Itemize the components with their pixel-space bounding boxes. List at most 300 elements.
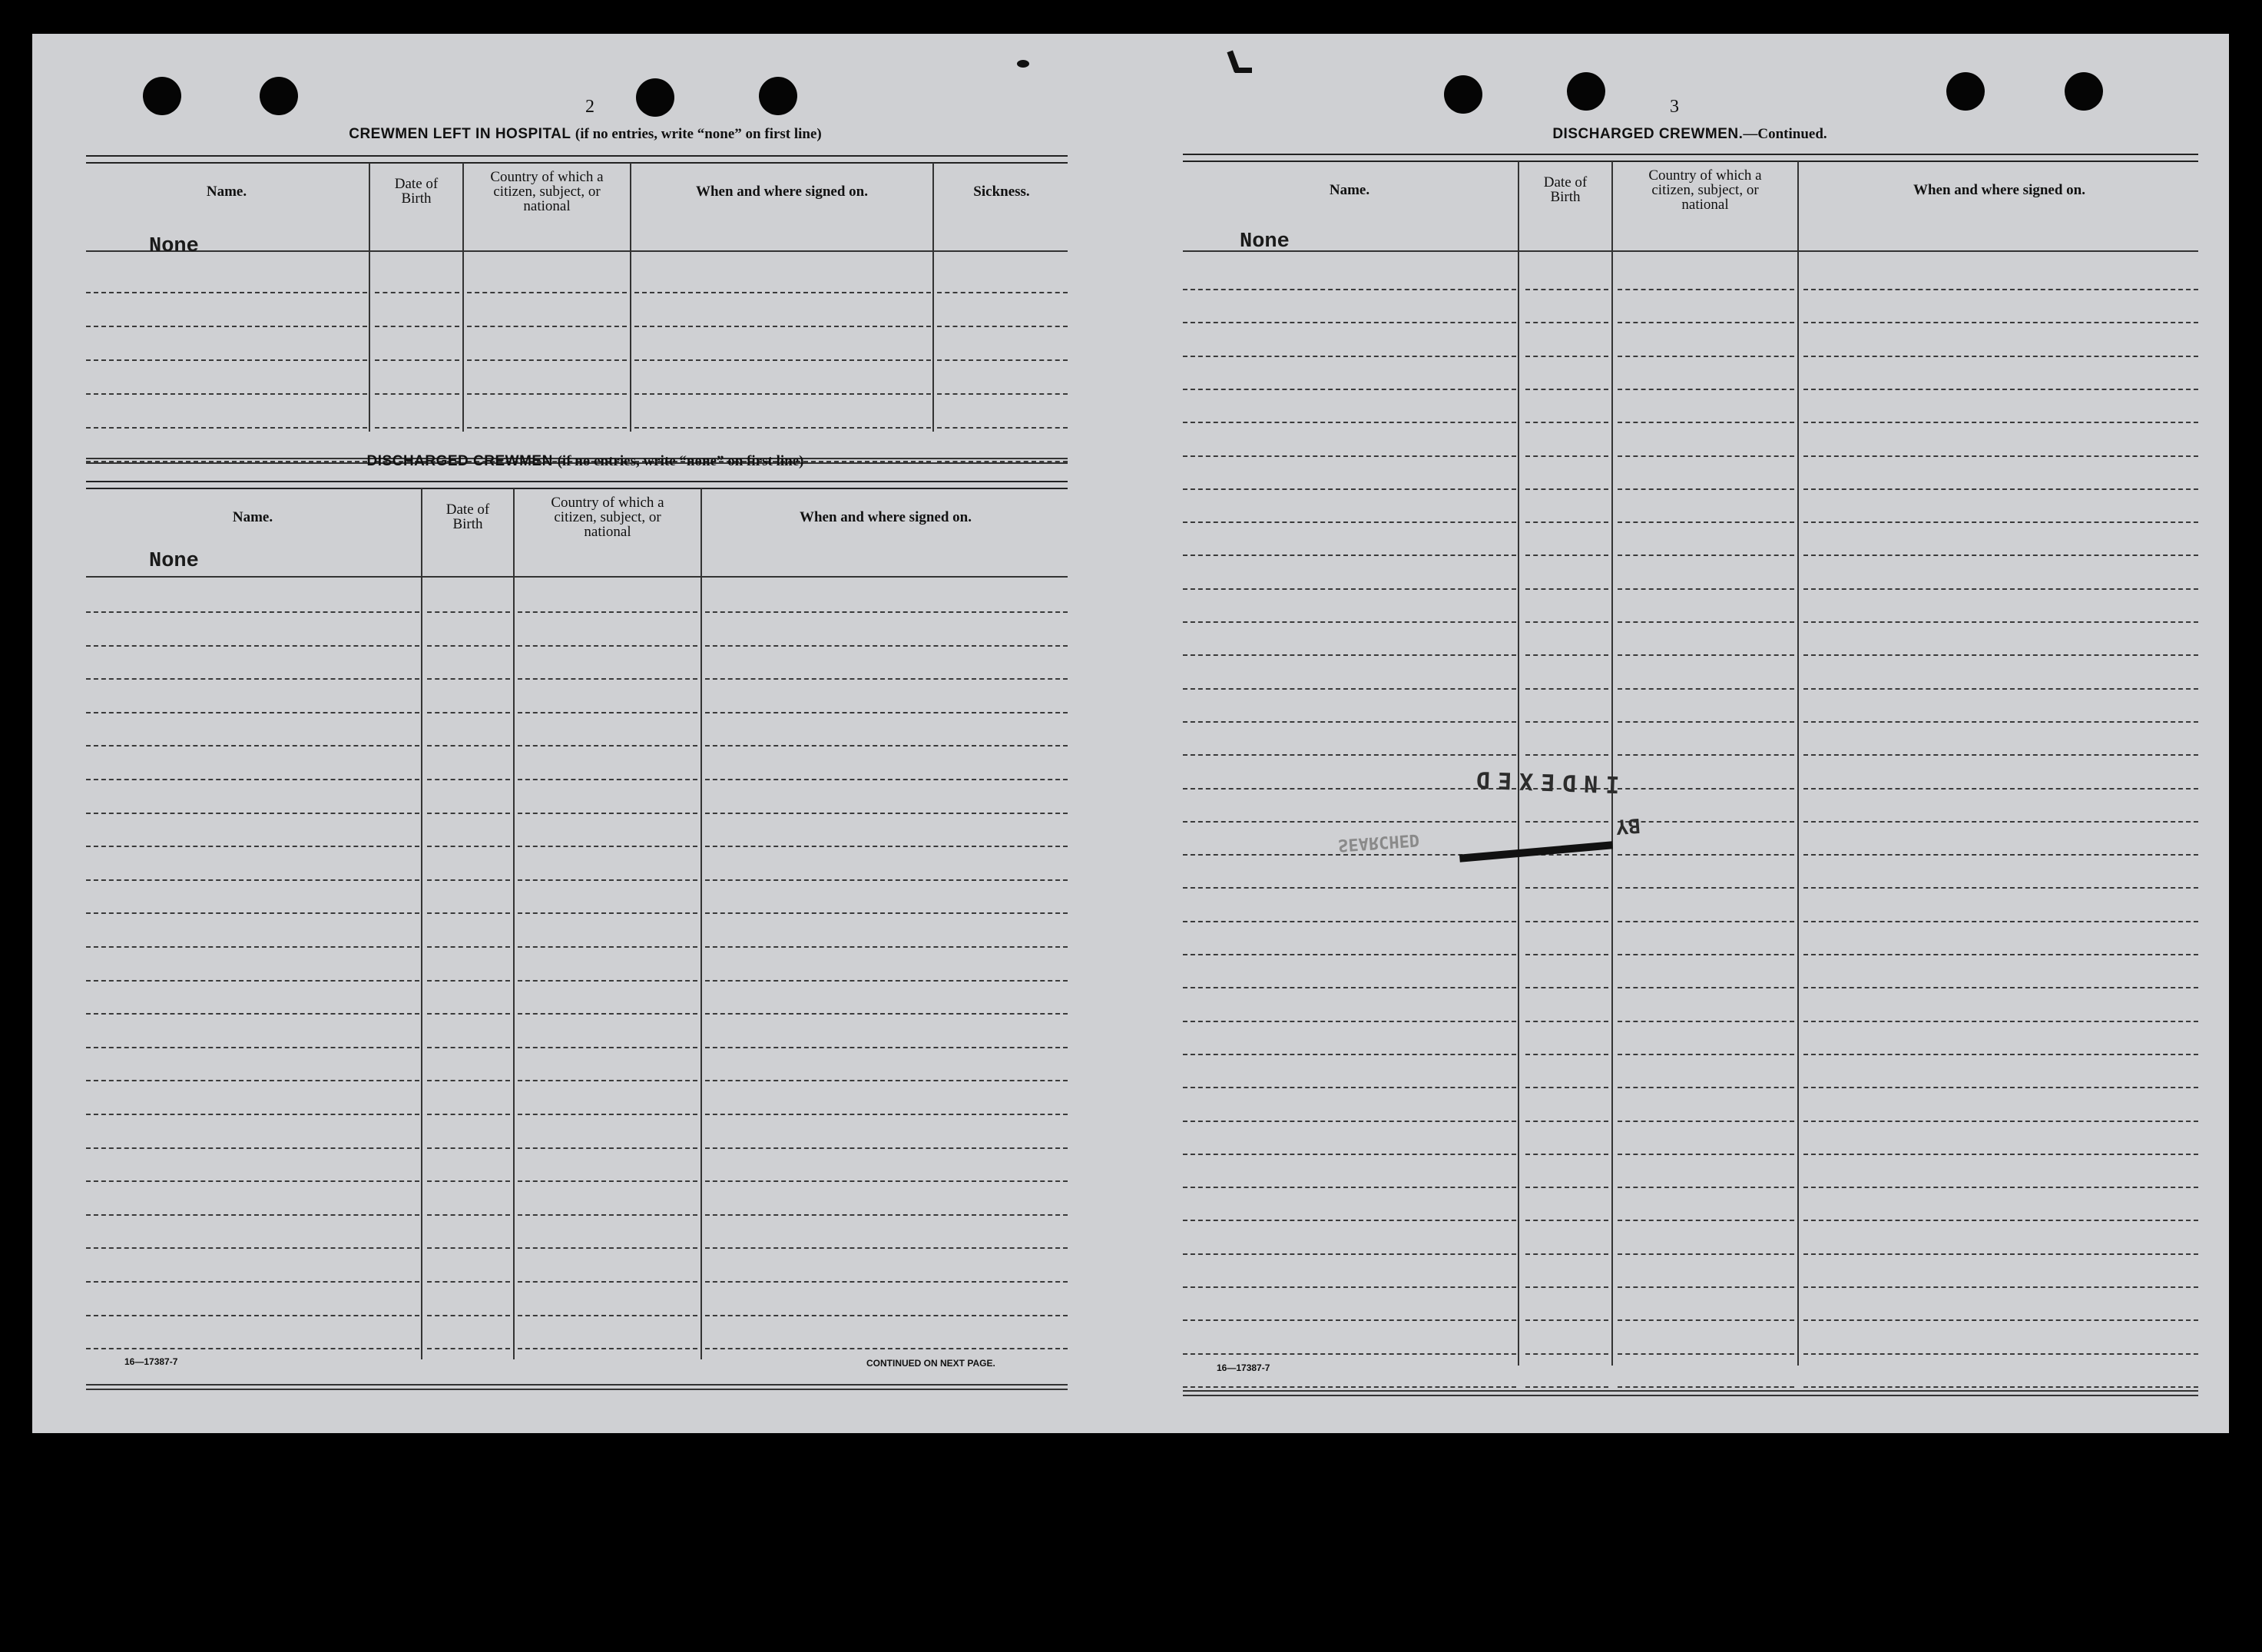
- ruled-line: [1525, 1220, 1608, 1221]
- ruled-line: [1618, 721, 1794, 723]
- ruled-line: [1183, 356, 1516, 357]
- discharged-table: [86, 481, 1068, 1402]
- col-header-country: Country of which a citizen, subject, or national: [1648, 167, 1762, 213]
- ruled-line: [1618, 289, 1794, 290]
- ruled-line: [427, 1214, 510, 1216]
- ruled-line: [1183, 588, 1516, 590]
- ruled-line: [1525, 1054, 1608, 1055]
- ruled-line: [1618, 987, 1794, 988]
- ruled-line: [1525, 356, 1608, 357]
- ruled-line: [1618, 521, 1794, 523]
- ruled-line: [1618, 1187, 1794, 1188]
- ruled-line: [1525, 322, 1608, 323]
- ruled-line: [1183, 821, 1516, 823]
- ruled-line: [705, 1114, 1068, 1115]
- ruled-line: [1183, 1121, 1516, 1122]
- col-header-name: Name.: [1329, 181, 1370, 198]
- table-top-rule: [1183, 154, 2198, 162]
- ruled-line: [86, 645, 419, 647]
- ruled-line: [1618, 788, 1794, 790]
- ruled-line: [1618, 1253, 1794, 1255]
- ruled-line: [1803, 1054, 2198, 1055]
- ruled-line: [1803, 389, 2198, 390]
- ruled-line: [1183, 422, 1516, 423]
- ruled-line: [1183, 1021, 1516, 1022]
- col-header-name: Name.: [232, 508, 273, 525]
- ruled-line: [705, 846, 1068, 847]
- ruled-line: [1618, 1154, 1794, 1155]
- ruled-line: [1618, 1286, 1794, 1288]
- ruled-line: [1525, 954, 1608, 955]
- col-header-date-of-birth: Date of Birth: [394, 176, 439, 207]
- ruled-line: [518, 1247, 697, 1249]
- ruled-line: [1618, 621, 1794, 623]
- ruled-line: [1803, 854, 2198, 856]
- ruled-line: [1183, 1253, 1516, 1255]
- ruled-line: [1803, 887, 2198, 889]
- ruled-line: [705, 1247, 1068, 1249]
- ruled-line: [427, 1315, 510, 1316]
- ruled-line: [1525, 987, 1608, 988]
- ruled-line: [1183, 887, 1516, 889]
- ruled-line: [518, 1281, 697, 1283]
- ruled-line: [427, 912, 510, 914]
- ruled-line: [86, 946, 419, 948]
- ruled-line: [375, 427, 459, 429]
- discharged-title-text: DISCHARGED CREWMEN: [366, 453, 553, 469]
- ruled-line: [705, 712, 1068, 713]
- ruled-line: [1803, 1187, 2198, 1188]
- ruled-line: [1525, 1154, 1608, 1155]
- ruled-line: [705, 980, 1068, 982]
- ruled-line: [86, 611, 419, 613]
- ruled-line: [86, 813, 419, 814]
- col-header-date-of-birth: Date of Birth: [445, 502, 490, 532]
- ruled-line: [705, 1214, 1068, 1216]
- by-stamp: BY: [1615, 813, 1641, 839]
- ruled-line: [1183, 1319, 1516, 1321]
- ruled-line: [1525, 555, 1608, 556]
- ruled-line: [86, 292, 367, 293]
- punch-hole: [143, 77, 181, 115]
- ruled-line: [518, 678, 697, 680]
- punch-hole: [759, 77, 797, 115]
- ruled-line: [705, 1315, 1068, 1316]
- ruled-line: [705, 745, 1068, 747]
- ruled-line: [86, 712, 419, 713]
- ruled-line: [1525, 289, 1608, 290]
- ruled-line: [1803, 455, 2198, 457]
- ruled-line: [1525, 887, 1608, 889]
- ruled-line: [705, 912, 1068, 914]
- ruled-line: [1618, 422, 1794, 423]
- ruled-line: [467, 359, 627, 361]
- ruled-line: [427, 611, 510, 613]
- ruled-line: [1525, 621, 1608, 623]
- ruled-line: [705, 946, 1068, 948]
- ruled-line: [1183, 1286, 1516, 1288]
- ruled-line: [1525, 488, 1608, 490]
- ruled-line: [86, 1180, 419, 1182]
- ruled-line: [1803, 1253, 2198, 1255]
- ruled-line: [86, 1147, 419, 1149]
- ruled-line: [518, 946, 697, 948]
- ruled-line: [86, 1080, 419, 1081]
- ruled-line: [1618, 1021, 1794, 1022]
- ruled-line: [705, 645, 1068, 647]
- ruled-line: [1183, 921, 1516, 922]
- ruled-line: [427, 1147, 510, 1149]
- ruled-line: [1803, 1286, 2198, 1288]
- ruled-line: [937, 326, 1068, 327]
- punch-hole: [1444, 75, 1482, 114]
- ruled-line: [1525, 422, 1608, 423]
- ruled-line: [1803, 821, 2198, 823]
- scan-speck: [1235, 68, 1252, 73]
- ruled-line: [375, 326, 459, 327]
- ruled-line: [518, 879, 697, 881]
- ruled-line: [937, 292, 1068, 293]
- ruled-line: [86, 678, 419, 680]
- ruled-line: [1803, 488, 2198, 490]
- ruled-line: [1618, 389, 1794, 390]
- ruled-line: [86, 1013, 419, 1015]
- ruled-line: [86, 980, 419, 982]
- ruled-line: [427, 712, 510, 713]
- ruled-line: [1618, 688, 1794, 690]
- ruled-line: [1618, 356, 1794, 357]
- ruled-line: [86, 393, 367, 395]
- ruled-line: [1618, 1087, 1794, 1088]
- ruled-line: [1183, 954, 1516, 955]
- ruled-line: [427, 946, 510, 948]
- ruled-line: [467, 427, 627, 429]
- ruled-line: [86, 879, 419, 881]
- ruled-line: [518, 645, 697, 647]
- ruled-line: [1525, 1253, 1608, 1255]
- ruled-line: [1183, 1154, 1516, 1155]
- discharged-continued-title: [1183, 126, 2197, 143]
- ruled-line: [1618, 954, 1794, 955]
- ruled-line: [937, 359, 1068, 361]
- ruled-line: [1183, 521, 1516, 523]
- ruled-line: [427, 879, 510, 881]
- ruled-line: [86, 846, 419, 847]
- ruled-line: [705, 1348, 1068, 1349]
- page-number-right: 3: [1670, 97, 1679, 117]
- ruled-line: [1183, 555, 1516, 556]
- discharged-first-entry: None: [149, 550, 199, 573]
- ruled-line: [86, 1281, 419, 1283]
- ruled-line: [518, 712, 697, 713]
- ruled-line: [1183, 721, 1516, 723]
- ruled-line: [86, 1348, 419, 1349]
- hospital-first-entry: None: [149, 235, 199, 258]
- ruled-line: [1183, 1054, 1516, 1055]
- punch-hole: [2065, 72, 2103, 111]
- ruled-line: [1803, 987, 2198, 988]
- ruled-line: [1618, 1386, 1794, 1388]
- ruled-line: [1803, 1154, 2198, 1155]
- ruled-line: [1525, 754, 1608, 756]
- table-top-rule: [86, 481, 1068, 489]
- ruled-line: [518, 1147, 697, 1149]
- ruled-line: [1803, 1121, 2198, 1122]
- ruled-line: [1803, 788, 2198, 790]
- punch-hole: [1567, 72, 1605, 111]
- ruled-line: [1618, 1319, 1794, 1321]
- ruled-line: [1525, 1353, 1608, 1355]
- punch-hole: [636, 78, 674, 117]
- ruled-line: [427, 1281, 510, 1283]
- ruled-line: [705, 1013, 1068, 1015]
- ruled-line: [1525, 1021, 1608, 1022]
- ruled-line: [86, 1214, 419, 1216]
- ruled-line: [1183, 1353, 1516, 1355]
- ruled-line: [705, 1180, 1068, 1182]
- ruled-line: [1803, 921, 2198, 922]
- discharged-continued-table: [1183, 154, 2198, 1398]
- ruled-line: [1803, 1021, 2198, 1022]
- ruled-line: [1525, 588, 1608, 590]
- ruled-line: [518, 1214, 697, 1216]
- ruled-line: [467, 393, 627, 395]
- ruled-line: [427, 1080, 510, 1081]
- ruled-line: [427, 980, 510, 982]
- ruled-line: [427, 813, 510, 814]
- ruled-line: [1525, 389, 1608, 390]
- ruled-line: [427, 1180, 510, 1182]
- ruled-line: [1618, 555, 1794, 556]
- ruled-line: [1183, 1087, 1516, 1088]
- ruled-line: [427, 846, 510, 847]
- ruled-line: [1525, 1286, 1608, 1288]
- discharged-continued-title-text: DISCHARGED CREWMEN.: [1552, 126, 1744, 142]
- discharged-section-title: [86, 453, 1085, 470]
- ruled-line: [518, 980, 697, 982]
- ruled-line: [427, 1247, 510, 1249]
- ruled-line: [375, 359, 459, 361]
- ruled-line: [1183, 389, 1516, 390]
- col-header-date-of-birth: Date of Birth: [1543, 174, 1588, 205]
- page-number-left: 2: [585, 97, 594, 117]
- ruled-line: [86, 326, 367, 327]
- col-header-signed-on: When and where signed on.: [1913, 181, 2085, 198]
- ruled-line: [1803, 521, 2198, 523]
- ruled-line: [427, 1013, 510, 1015]
- ruled-line: [427, 1114, 510, 1115]
- ruled-line: [1618, 754, 1794, 756]
- ruled-line: [1525, 1187, 1608, 1188]
- ruled-line: [1525, 721, 1608, 723]
- ruled-line: [1618, 821, 1794, 823]
- indexed-stamp: INDEXED: [1468, 765, 1620, 798]
- ruled-line: [1803, 754, 2198, 756]
- ruled-line: [1525, 521, 1608, 523]
- ruled-line: [1618, 588, 1794, 590]
- ruled-line: [634, 427, 931, 429]
- ruled-line: [705, 1281, 1068, 1283]
- ruled-line: [427, 779, 510, 780]
- ruled-line: [705, 1080, 1068, 1081]
- ruled-line: [1803, 588, 2198, 590]
- ruled-line: [1525, 1319, 1608, 1321]
- ruled-line: [518, 846, 697, 847]
- ruled-line: [1525, 1121, 1608, 1122]
- ruled-line: [427, 1047, 510, 1048]
- punch-hole: [1946, 72, 1985, 111]
- ruled-line: [1803, 1087, 2198, 1088]
- ruled-line: [86, 1114, 419, 1115]
- ruled-line: [518, 1315, 697, 1316]
- ruled-line: [518, 1114, 697, 1115]
- ruled-line: [1183, 322, 1516, 323]
- ruled-line: [1525, 1087, 1608, 1088]
- ruled-line: [1183, 788, 1516, 790]
- ruled-line: [705, 779, 1068, 780]
- ruled-line: [634, 292, 931, 293]
- ruled-line: [1183, 1386, 1516, 1388]
- ruled-line: [937, 393, 1068, 395]
- ruled-line: [634, 393, 931, 395]
- continued-suffix: —Continued.: [1743, 126, 1827, 142]
- ruled-line: [1803, 721, 2198, 723]
- ruled-line: [1618, 455, 1794, 457]
- ruled-line: [705, 678, 1068, 680]
- ruled-line: [427, 1348, 510, 1349]
- ruled-line: [1803, 289, 2198, 290]
- ruled-line: [1525, 455, 1608, 457]
- table-top-rule: [86, 155, 1068, 164]
- ruled-line: [1803, 356, 2198, 357]
- ruled-line: [1183, 754, 1516, 756]
- punch-hole: [260, 77, 298, 115]
- form-number-right: 16—17387-7: [1217, 1362, 1270, 1373]
- ruled-line: [518, 779, 697, 780]
- ruled-line: [1618, 887, 1794, 889]
- ruled-line: [1183, 621, 1516, 623]
- ruled-line: [86, 359, 367, 361]
- ruled-line: [86, 1315, 419, 1316]
- ruled-line: [518, 1047, 697, 1048]
- ruled-line: [634, 359, 931, 361]
- ruled-line: [1618, 1353, 1794, 1355]
- ruled-line: [375, 393, 459, 395]
- ruled-line: [705, 611, 1068, 613]
- ruled-line: [705, 813, 1068, 814]
- ruled-line: [1525, 1386, 1608, 1388]
- ruled-line: [1183, 1187, 1516, 1188]
- ruled-line: [467, 292, 627, 293]
- hospital-title-text: CREWMEN LEFT IN HOSPITAL: [349, 126, 571, 142]
- continued-note: CONTINUED ON NEXT PAGE.: [866, 1358, 995, 1369]
- hospital-section-title: [86, 126, 1085, 143]
- ruled-line: [86, 912, 419, 914]
- ruled-line: [705, 1147, 1068, 1149]
- ruled-line: [1525, 688, 1608, 690]
- form-number-left: 16—17387-7: [124, 1356, 178, 1367]
- ruled-line: [1183, 289, 1516, 290]
- col-header-sickness: Sickness.: [973, 183, 1030, 200]
- ruled-line: [1618, 921, 1794, 922]
- col-header-name: Name.: [206, 183, 247, 200]
- ruled-line: [1803, 688, 2198, 690]
- ruled-line: [1183, 455, 1516, 457]
- ruled-line: [518, 1180, 697, 1182]
- ruled-line: [1183, 1220, 1516, 1221]
- ruled-line: [518, 1013, 697, 1015]
- ruled-line: [86, 779, 419, 780]
- ruled-line: [1803, 1220, 2198, 1221]
- ruled-line: [1525, 821, 1608, 823]
- ruled-line: [467, 326, 627, 327]
- ruled-line: [1803, 1319, 2198, 1321]
- form-paper: [32, 34, 2229, 1433]
- ruled-line: [1618, 1121, 1794, 1122]
- ruled-line: [1803, 954, 2198, 955]
- ruled-line: [1618, 654, 1794, 656]
- ruled-line: [375, 292, 459, 293]
- ruled-line: [1183, 688, 1516, 690]
- discharged-continued-first-entry: None: [1240, 230, 1290, 253]
- discharged-instruction: (if no entries, write “none” on first line): [557, 453, 804, 469]
- ruled-line: [427, 745, 510, 747]
- ruled-line: [1618, 1220, 1794, 1221]
- ruled-line: [518, 745, 697, 747]
- ruled-line: [1803, 654, 2198, 656]
- ruled-line: [1525, 921, 1608, 922]
- hospital-instruction: (if no entries, write “none” on first line): [575, 126, 822, 142]
- ruled-line: [1803, 322, 2198, 323]
- ruled-line: [1803, 1386, 2198, 1388]
- ruled-line: [705, 1047, 1068, 1048]
- ruled-line: [1183, 488, 1516, 490]
- ruled-line: [634, 326, 931, 327]
- ruled-line: [518, 912, 697, 914]
- col-header-signed-on: When and where signed on.: [695, 183, 868, 200]
- ruled-line: [1525, 654, 1608, 656]
- ruled-line: [518, 1080, 697, 1081]
- ruled-line: [1618, 488, 1794, 490]
- ruled-line: [1618, 1054, 1794, 1055]
- ruled-line: [518, 813, 697, 814]
- ruled-line: [518, 1348, 697, 1349]
- col-header-signed-on: When and where signed on.: [799, 508, 972, 525]
- col-header-country: Country of which a citizen, subject, or national: [490, 168, 604, 214]
- ruled-line: [1618, 854, 1794, 856]
- ruled-line: [86, 745, 419, 747]
- ruled-line: [937, 427, 1068, 429]
- ruled-line: [427, 678, 510, 680]
- ruled-line: [86, 1047, 419, 1048]
- ruled-line: [1803, 555, 2198, 556]
- ruled-line: [427, 645, 510, 647]
- ruled-line: [1803, 1353, 2198, 1355]
- ruled-line: [1803, 422, 2198, 423]
- col-header-country: Country of which a citizen, subject, or national: [551, 494, 664, 540]
- scan-speck: [1017, 60, 1029, 68]
- ruled-line: [1618, 322, 1794, 323]
- hospital-table: [86, 155, 1068, 465]
- ruled-line: [1803, 621, 2198, 623]
- ruled-line: [518, 611, 697, 613]
- searched-stamp: SEARCHED: [1337, 829, 1420, 855]
- ruled-line: [86, 1247, 419, 1249]
- ruled-line: [86, 427, 367, 429]
- ruled-line: [1183, 987, 1516, 988]
- ruled-line: [705, 879, 1068, 881]
- ruled-line: [1183, 654, 1516, 656]
